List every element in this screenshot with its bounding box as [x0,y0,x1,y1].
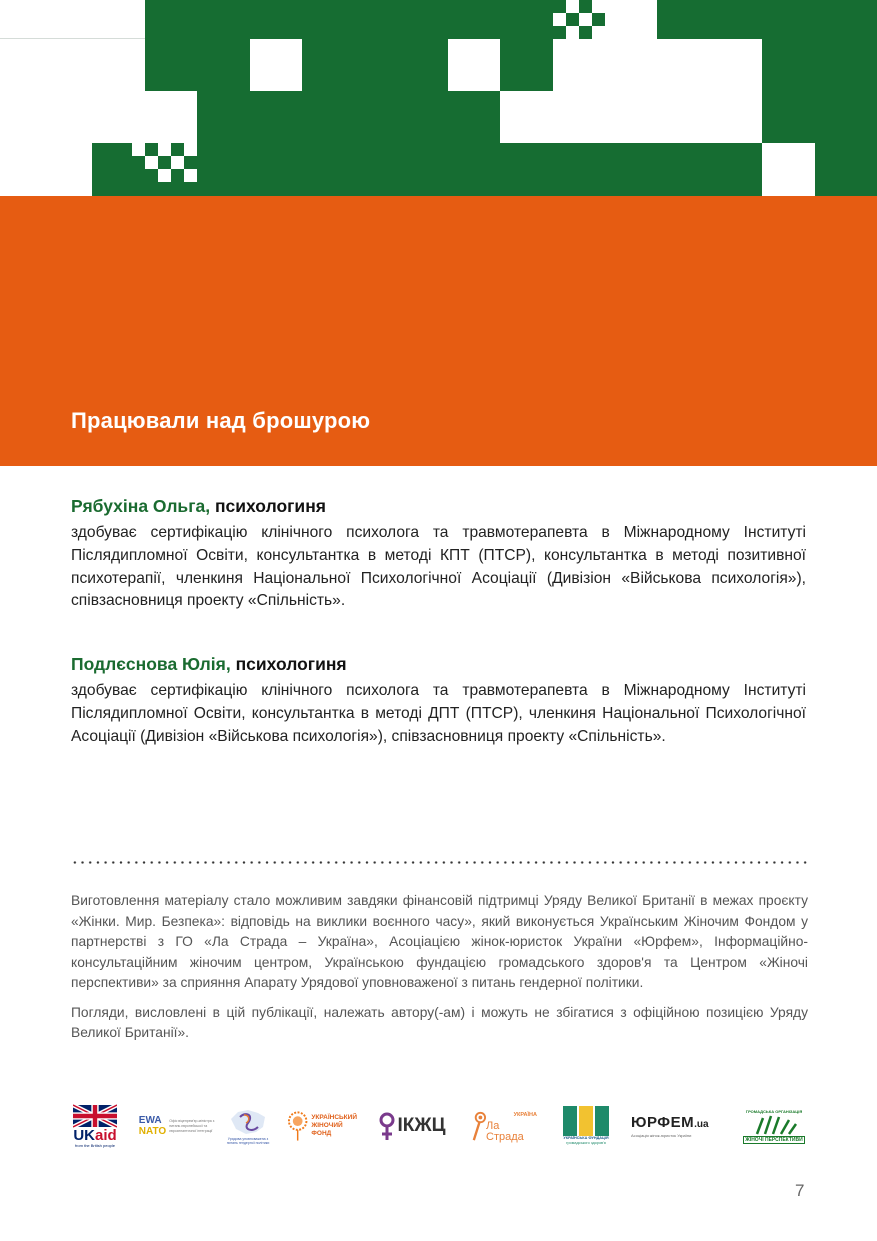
logo-ewa-nato [138,1100,218,1152]
checker-cell [579,13,592,26]
white-area [500,91,762,143]
author-role: психологиня [235,654,347,674]
disclaimer-paragraph: Погляди, висловлені в цій публікації, належать автору(-ам) і можуть не збігатися з офіційною позицією Уряду Великої Британії». [71,1004,808,1040]
white-square [762,143,815,196]
union-jack-icon [73,1104,117,1128]
author-block [71,652,806,748]
uphf-line1: УКРАЇНСЬКА ФУНДАЦІЯ [563,1136,609,1140]
wp-arc-text: ГРОМАДСЬКА ОРГАНІЗАЦІЯ [745,1108,803,1114]
green-block [500,143,877,196]
logo-public-health-foundation [560,1100,612,1152]
ukaid-tagline: from the British people [74,1143,116,1148]
wp-name: ЖІНОЧІ ПЕРСПЕКТИВИ [745,1136,803,1143]
logo-ikzhc [372,1100,452,1152]
checker-cell [171,156,184,169]
ukaid-uk: UK [73,1127,95,1144]
checker-cell [184,143,197,156]
checker-cell [553,13,566,26]
sunflower-icon [287,1110,308,1142]
tree-icon [595,1106,609,1136]
checker-cell [566,26,579,39]
logo-gender-commissioner [224,1100,272,1152]
ewa-mark: EWA [138,1115,162,1126]
jurfem-name: ЮРФЕМ [631,1113,695,1131]
lastrada-name: Ла Страда [486,1119,524,1143]
author-name: Подлєснова Юлія, [71,654,231,674]
checker-cell [592,26,605,39]
logo-jurfem [631,1100,727,1152]
uwf-line2: ЖІНОЧИЙ [311,1122,343,1129]
ikzhc-text: ІКЖЦ [397,1115,446,1136]
logo-ukaid [71,1100,119,1152]
uphf-tiles [563,1106,609,1136]
section-title: Працювали над брошурою [71,408,371,433]
dotted-divider [71,861,808,864]
sunrise-rays-icon [749,1114,799,1136]
uphf-line2: громадського здоров'я [566,1141,606,1145]
author-block [71,494,806,613]
page-number: 7 [795,1181,805,1200]
checker-cell [592,0,605,13]
white-area [605,0,657,39]
header-rule [0,38,145,39]
logo-la-strada [471,1100,537,1152]
ewa-text: Офіс віцепрем'єр-міністра з питань європейської та євроатлантичної інтеграції [169,1118,215,1133]
commissioner-text: Урядова уповноважена з питань гендерної політики [226,1137,270,1145]
nato-mark: NATO [138,1126,167,1137]
green-block [145,0,553,196]
lastrada-country: УКРАЇНА [513,1111,537,1118]
white-square [250,39,302,91]
author-bio: здобуває сертифікацію клінічного психолога та травмотерапевта в Міжнародному Інституті Післядипломної Освіти, консультантка в методі ДПТ (ПТСР), членкиня Національної Психологічної Асоціації (Дивізіон «Військова психологія»), співзасновниця проекту «Спільність». [71,682,806,745]
checker-cell [145,143,158,156]
logo-women-perspectives [741,1100,807,1152]
ukaid-aid: aid [94,1127,117,1144]
author-heading [71,652,806,676]
logo-ukrainian-womens-fund [287,1100,357,1152]
funding-paragraph: Виготовлення матеріалу стало можливим завдяки фінансовій підтримці Уряду Великої Британії в межах проєкту «Жінки. Мир. Безпека»: відповідь на виклики воєнного часу», який виконується Українським Жіночим Фондом у партнерстві з ГО «Ла Страда – Україна», Асоціацією жінок-юристок України «Юрфем», Інформаційно-консультаційним жіночим центром, Українською фундацією громадського здоров'я та Центром «Жіночі перспективи» за сприяння Апарату Урядової уповноваженої з питань гендерної політики. [71,893,808,990]
header-pattern [0,0,877,196]
ukraine-map-icon [228,1107,268,1137]
checker-cell [158,143,171,156]
family-icon [563,1106,577,1136]
white-area [553,39,762,91]
checker-cell [145,156,158,169]
checker-cell [132,143,145,156]
checker-cell [171,143,184,156]
checker-cell [184,169,197,182]
author-name: Рябухіна Ольга, [71,496,211,516]
white-square [448,39,500,91]
funding-note [71,891,808,1053]
la-strada-figure-icon [471,1110,486,1142]
sun-icon [579,1106,593,1136]
jurfem-tagline: Асоціація жінок-юристок України [631,1132,692,1138]
female-symbol-icon [379,1111,395,1141]
author-bio: здобуває сертифікацію клінічного психолога та травмотерапевта в Міжнародному Інституті Післядипломної Освіти, консультантка в методі КПТ (ПТСР), консультантка в методі позитивної психотерапії, членкиня Національної Психологічної Асоціації (Дивізіон «Військова психологія»), співзасновниця проекту «Спільність». [71,524,806,610]
white-square [145,91,197,143]
uwf-line1: УКРАЇНСЬКИЙ [311,1114,357,1121]
author-role: психологиня [214,496,326,516]
uwf-line3: ФОНД [311,1130,332,1137]
checker-cell [158,169,171,182]
checker-cell [592,13,605,26]
author-heading [71,494,806,518]
checker-cell [566,0,579,13]
partner-logos [71,1100,811,1152]
jurfem-domain: .ua [694,1118,709,1130]
